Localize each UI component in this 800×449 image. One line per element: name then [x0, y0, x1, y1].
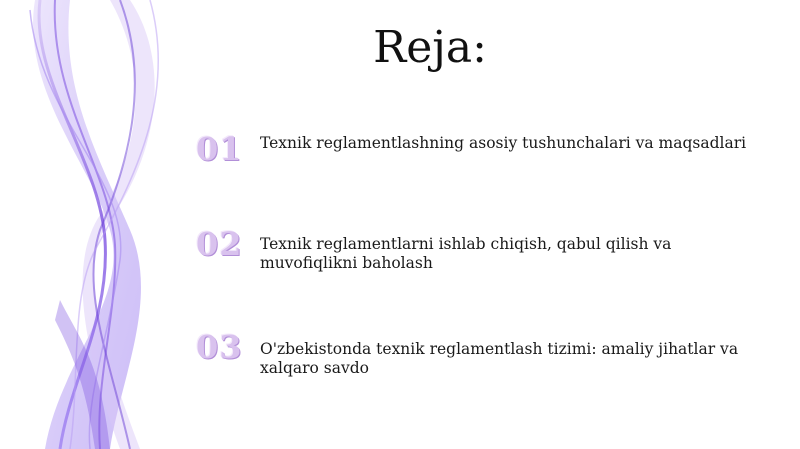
agenda-item-number: 03	[196, 328, 243, 366]
agenda-item	[196, 225, 756, 285]
agenda-item	[196, 130, 756, 190]
agenda-item-text: O'zbekistonda texnik reglamentlash tizimi: amaliy jihatlar va xalqaro savdo	[260, 340, 739, 377]
slide-title: Reja:	[373, 22, 487, 73]
agenda-item	[196, 328, 756, 388]
agenda-item-text: Texnik reglamentlashning asosiy tushunchalari va maqsadlari	[260, 134, 747, 152]
agenda-item-number: 02	[196, 225, 243, 263]
agenda-item-text: Texnik reglamentlarni ishlab chiqish, qabul qilish va muvofiqlikni baholash	[260, 235, 672, 272]
agenda-item-number: 01	[196, 130, 243, 168]
